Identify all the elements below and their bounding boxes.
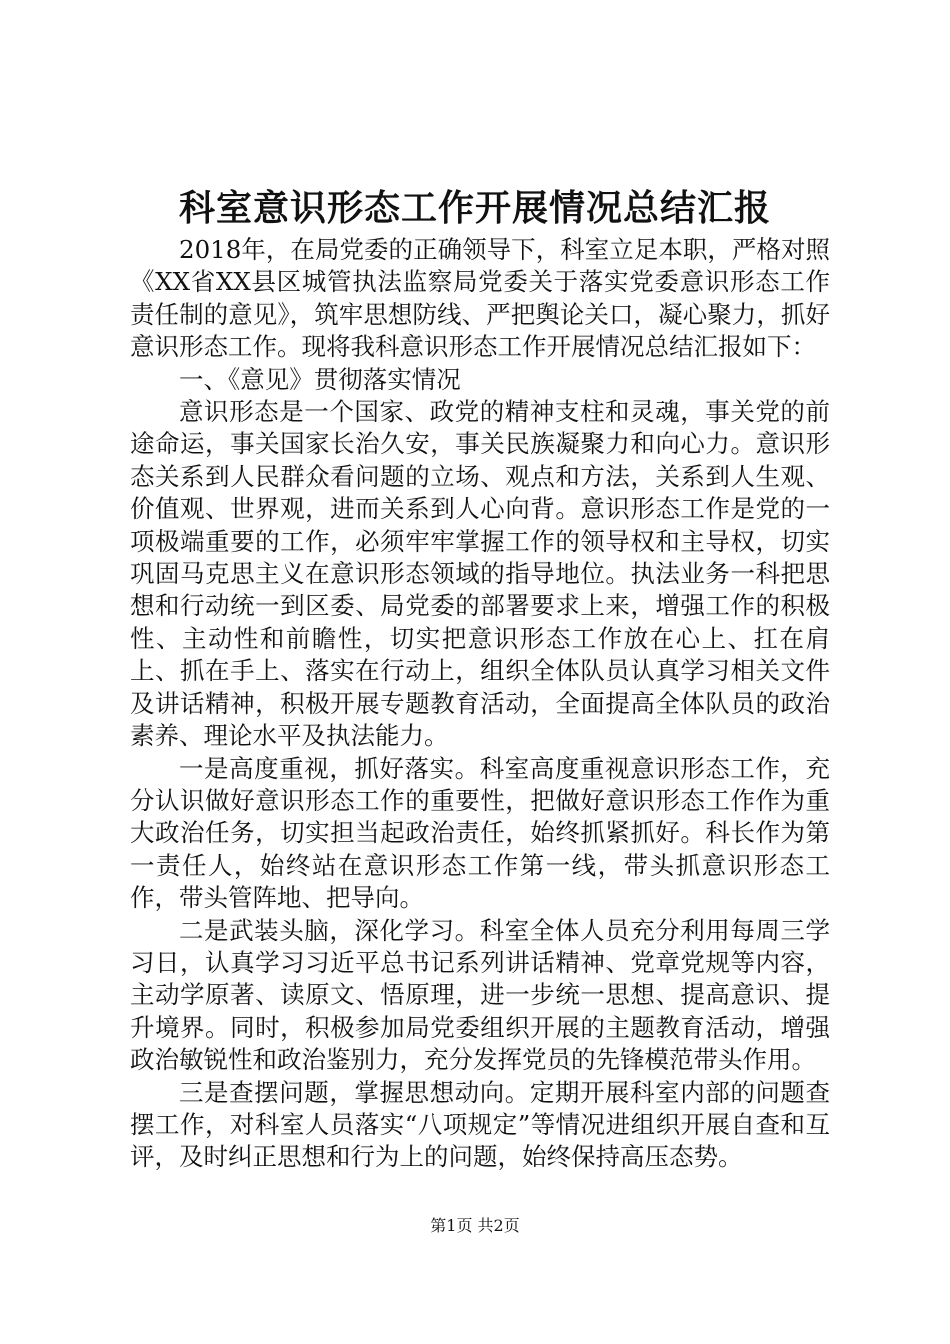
page-number: 第1页 共2页 xyxy=(430,1216,520,1235)
document-title: 科室意识形态工作开展情况总结汇报 xyxy=(178,187,771,229)
paragraph-point-one: 一是高度重视，抓好落实。科室高度重视意识形态工作，充分认识做好意识形态工作的重要性，把做好意识形态工作作为重大政治任务，切实担当起政治责任，始终抓紧抓好。科长作为第一责任人，始终站在意识形态工作第一线，带头抓意识形态工作，带头管阵地、把导向。 xyxy=(130,753,830,913)
paragraph-point-three: 三是查摆问题，掌握思想动向。定期开展科室内部的问题查摆工作，对科室人员落实“八项规定”等情况进组织开展自查和互评，及时纠正思想和行为上的问题，始终保持高压态势。 xyxy=(130,1077,830,1172)
paragraph-point-two: 二是武装头脑，深化学习。科室全体人员充分利用每周三学习日，认真学习习近平总书记系列讲话精神、党章党规等内容，主动学原著、读原文、悟原理，进一步统一思想、提高意识、提升境界。同时，积极参加局党委组织开展的主题教育活动，增强政治敏锐性和政治鉴别力，充分发挥党员的先锋模范带头作用。 xyxy=(130,915,830,1075)
paragraph-intro: 2018年，在局党委的正确领导下，科室立足本职，严格对照《XX省XX县区城管执法监察局党委关于落实党委意识形态工作责任制的意见》，筑牢思想防线、严把舆论关口，凝心聚力，抓好意识形态工作。现将我科意识形态工作开展情况总结汇报如下： xyxy=(130,235,830,362)
document-body xyxy=(130,234,830,1174)
paragraph-ideology: 意识形态是一个国家、政党的精神支柱和灵魂，事关党的前途命运，事关国家长治久安，事关民族凝聚力和向心力。意识形态关系到人民群众看问题的立场、观点和方法，关系到人生观、价值观、世界观，进而关系到人心向背。意识形态工作是党的一项极端重要的工作，必须牢牢掌握工作的领导权和主导权，切实巩固马克思主义在意识形态领域的指导地位。执法业务一科把思想和行动统一到区委、局党委的部署要求上来，增强工作的积极性、主动性和前瞻性，切实把意识形态工作放在心上、扛在肩上、抓在手上、落实在行动上，组织全体队员认真学习相关文件及讲话精神，积极开展专题教育活动，全面提高全体队员的政治素养、理论水平及执法能力。 xyxy=(130,397,830,751)
section-heading: 一、《意见》贯彻落实情况 xyxy=(179,364,461,394)
